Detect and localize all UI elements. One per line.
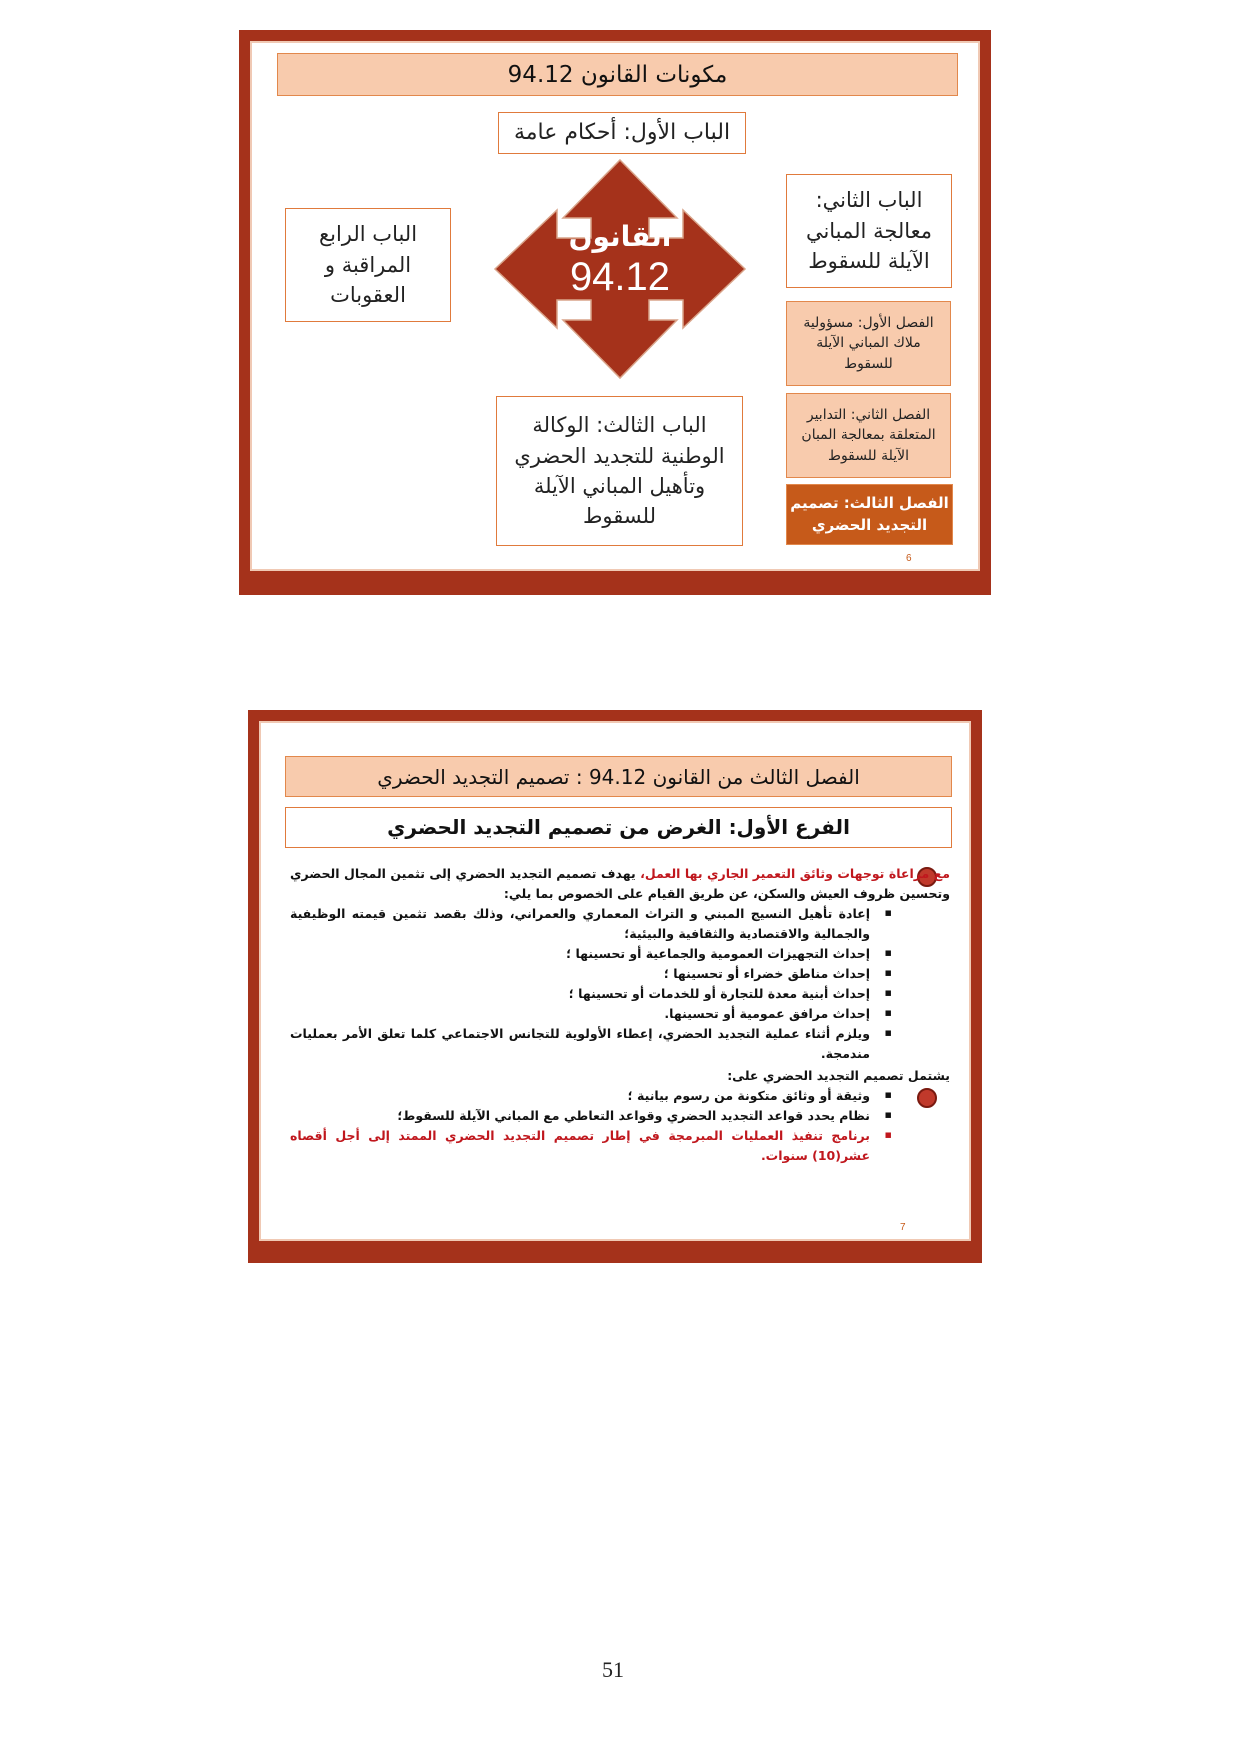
list-item: ▪ إعادة تأهيل النسيج المبني و التراث المعماري والعمراني، وذلك بقصد تثمين قيمته الوظيفية والجمالية والاقتصادية والثقافية والبيئية؛ xyxy=(290,904,870,944)
slide-2-title: الفصل الثالث من القانون 94.12 : تصميم التجديد الحضري xyxy=(285,756,952,797)
chapter-4-box: الباب الرابع المراقبة و العقوبات xyxy=(285,208,451,322)
slide-1-number: 6 xyxy=(906,553,912,564)
list-item: ▪ وثيقة أو وثائق متكونة من رسوم بيانية ؛ xyxy=(290,1086,870,1106)
slide-2-subtitle: الفرع الأول: الغرض من تصميم التجديد الحضري xyxy=(285,807,952,848)
list-item: ▪ إحداث مرافق عمومية أو تحسينها. xyxy=(290,1004,870,1024)
intro-red-text: مع مراعاة توجهات وثائق التعمير الجاري بها العمل، xyxy=(640,866,950,881)
intro-2-paragraph: يشتمل تصميم التجديد الحضري على: xyxy=(727,1068,950,1083)
list-item: ▪ إحداث التجهيزات العمومية والجماعية أو تحسينها ؛ xyxy=(290,944,870,964)
slide-2-body xyxy=(290,864,950,1166)
page-number: 51 xyxy=(602,1657,624,1682)
list-item-highlighted: ▪ برنامج تنفيذ العمليات المبرمجة في إطار تصميم التجديد الحضري الممتد إلى أجل أقصاه عشر(10) سنوات. xyxy=(290,1126,870,1166)
list-item: ▪ نظام يحدد قواعد التجديد الحضري وقواعد التعاطي مع المباني الآيلة للسقوط؛ xyxy=(290,1106,870,1126)
law-number: 94.12 xyxy=(569,254,671,299)
intro-text: يهدف تصميم التجديد الحضري إلى تثمين المجال الحضري وتحسين ظروف العيش والسكن، عن طريق القيام على الخصوص بما يلي: xyxy=(290,866,950,901)
chapter-2-box: الباب الثاني: معالجة المباني الآيلة للسقوط xyxy=(786,174,952,288)
law-word: القانون xyxy=(568,220,672,253)
list-item: ▪ إحداث أبنية معدة للتجارة أو للخدمات أو تحسينها ؛ xyxy=(290,984,870,1004)
slide-2-number: 7 xyxy=(900,1222,906,1233)
chapter-3-box: الباب الثالث: الوكالة الوطنية للتجديد الحضري وتأهيل المباني الآيلة للسقوط xyxy=(496,396,743,546)
purpose-list xyxy=(290,904,950,1064)
section-2-box: الفصل الثاني: التدابير المتعلقة بمعالجة المبان الآيلة للسقوط xyxy=(786,393,951,478)
list-item: ▪ ويلزم أثناء عملية التجديد الحضري، إعطاء الأولوية للتجانس الاجتماعي كلما تعلق الأمر بعمليات مندمجة. xyxy=(290,1024,870,1064)
intro-paragraph xyxy=(290,864,950,904)
law-center-label xyxy=(530,220,710,300)
list-item: ▪ إحداث مناطق خضراء أو تحسينها ؛ xyxy=(290,964,870,984)
contents-list xyxy=(290,1086,950,1166)
section-3-box: الفصل الثالث: تصميم التجديد الحضري xyxy=(786,484,953,545)
chapter-1-box: الباب الأول: أحكام عامة xyxy=(498,112,746,154)
slide-1-title: مكونات القانون 94.12 xyxy=(277,53,958,96)
section-1-box: الفصل الأول: مسؤولية ملاك المباني الآيلة للسقوط xyxy=(786,301,951,386)
